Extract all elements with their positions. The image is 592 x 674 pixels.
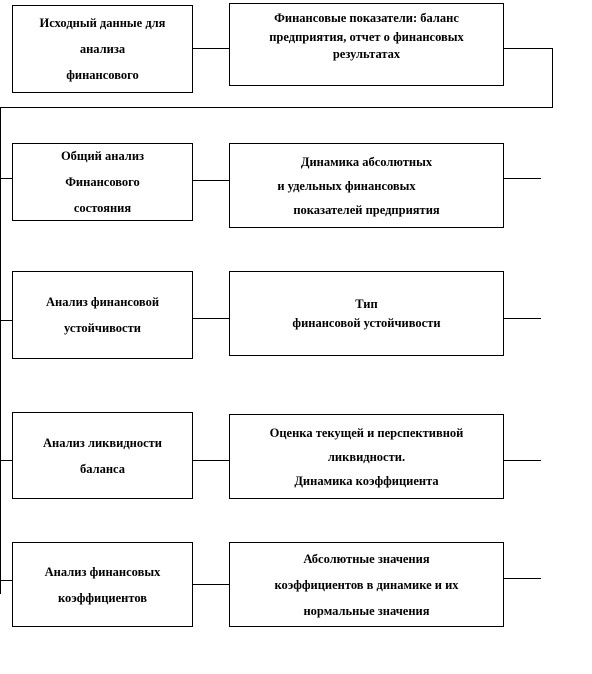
box-stability-analysis-line-2: устойчивости: [64, 321, 141, 335]
box-financial-indicators-line-3: результатах: [332, 47, 401, 61]
box-stability-type: [229, 271, 504, 356]
box-dynamics-line-1: Динамика абсолютных: [300, 154, 433, 169]
box-ratio-analysis-line-1: Анализ финансовых: [44, 564, 161, 579]
box-source-data-line-3: финансового: [66, 68, 139, 82]
box-ratio-analysis-line-2: коэффициентов: [57, 590, 148, 605]
box-liquidity-analysis: [12, 412, 193, 499]
box-liquidity-evaluation: [229, 414, 504, 499]
box-ratio-analysis: [12, 542, 193, 627]
box-general-analysis-line-2: Финансового: [65, 175, 140, 189]
box-source-data-line-2: анализа: [79, 42, 126, 56]
box-liquidity-evaluation-line-3: Динамика коэффициента: [294, 473, 439, 488]
box-stability-analysis-line-1: Анализ финансовой: [45, 295, 160, 309]
box-liquidity-evaluation-line-2: ликвидности.: [327, 449, 406, 464]
box-stability-analysis: [12, 271, 193, 359]
box-financial-indicators: [229, 3, 504, 86]
box-liquidity-evaluation-line-1: Оценка текущей и перспективной: [269, 425, 464, 440]
box-dynamics-line-2: и удельных финансовых: [277, 178, 416, 193]
box-general-analysis-line-1: Общий анализ: [60, 149, 145, 163]
box-dynamics: [229, 143, 504, 228]
box-source-data-line-1: Исходный данные для: [39, 16, 166, 30]
box-financial-indicators-line-2: предприятия, отчет о финансовых: [269, 30, 464, 44]
box-absolute-values: [229, 542, 504, 627]
box-financial-indicators-line-1: Финансовые показатели: баланс: [274, 11, 459, 25]
box-general-analysis-line-3: состояния: [73, 201, 132, 215]
box-stability-type-line-1: Тип: [355, 296, 378, 311]
box-stability-type-line-2: финансовой устойчивости: [292, 315, 441, 330]
box-absolute-values-line-1: Абсолютные значения: [303, 551, 430, 566]
box-liquidity-analysis-line-1: Анализ ликвидности: [43, 435, 162, 450]
box-source-data: [12, 5, 193, 93]
box-absolute-values-line-3: нормальные значения: [303, 603, 430, 618]
box-liquidity-analysis-line-2: баланса: [79, 461, 126, 476]
box-dynamics-line-3: показателей предприятия: [293, 202, 440, 217]
box-general-analysis: [12, 143, 193, 221]
box-absolute-values-line-2: коэффициентов в динамике и их: [274, 577, 459, 592]
